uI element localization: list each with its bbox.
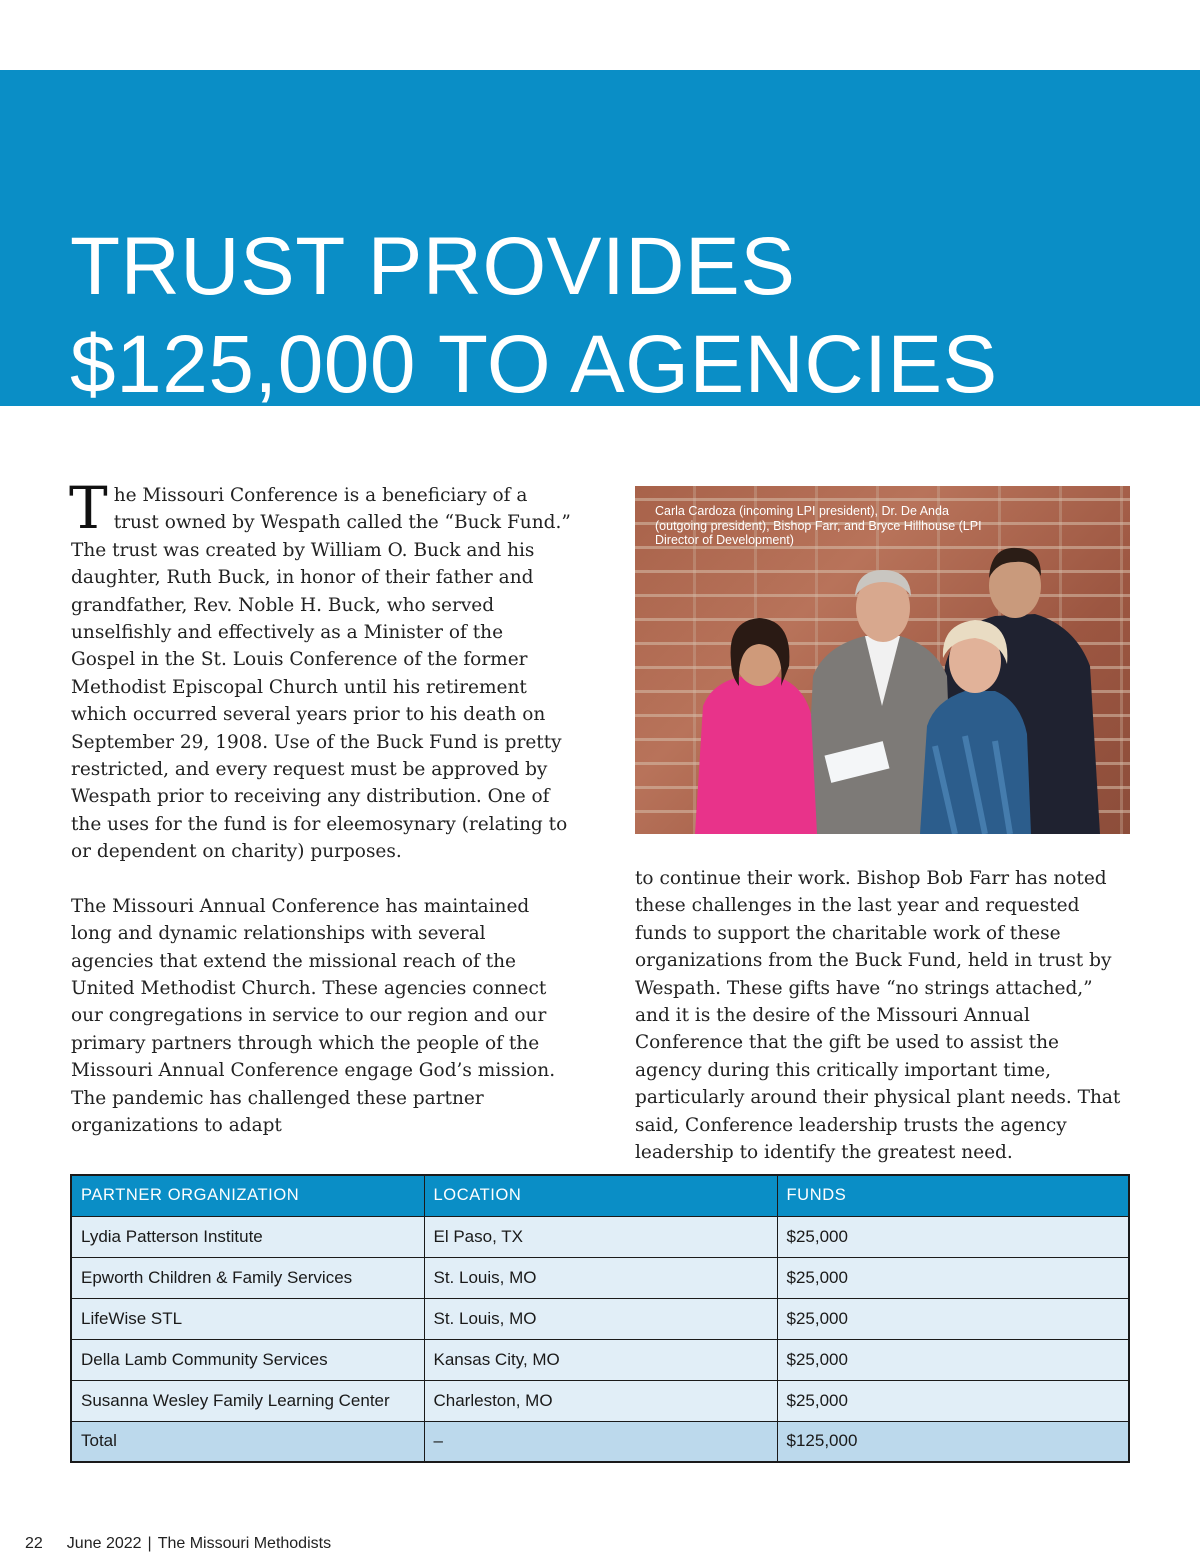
footer-separator: | [147,1535,152,1552]
publication-name: The Missouri Methodists [157,1535,332,1552]
table-row [71,1257,1129,1298]
cell-funds: $25,000 [777,1216,1129,1257]
cell-location: Kansas City, MO [424,1339,777,1380]
cell-organization: Lydia Patterson Institute [71,1216,424,1257]
title-line-1: TRUST PROVIDES [70,221,796,312]
group-photo [635,486,1130,834]
table-header-row [71,1175,1129,1216]
cell-organization: Epworth Children & Family Services [71,1257,424,1298]
page-number: 22 [25,1535,43,1552]
funds-table [70,1174,1130,1463]
cell-total-funds: $125,000 [777,1421,1129,1462]
column-header-funds: FUNDS [777,1175,1129,1216]
table-row [71,1339,1129,1380]
article-left-column [69,474,571,1166]
cell-organization: Della Lamb Community Services [71,1339,424,1380]
article-paragraph-1 [69,474,571,866]
issue-date: June 2022 [66,1535,142,1552]
cell-total-location: – [424,1421,777,1462]
drop-cap: T [69,474,108,542]
cell-organization: LifeWise STL [71,1298,424,1339]
cell-location: El Paso, TX [424,1216,777,1257]
cell-location: St. Louis, MO [424,1257,777,1298]
cell-funds: $25,000 [777,1298,1129,1339]
table-total-row [71,1421,1129,1462]
table-row [71,1298,1129,1339]
cell-funds: $25,000 [777,1257,1129,1298]
paragraph-1-text: he Missouri Conference is a beneficiary of a trust owned by Wespath called the “Buck Fund.” The trust was created by William O. Buck and his daughter, Ruth Buck, in honor of their father and grandfather, Rev. Noble H. Buck, who served unselfishly and effectively as a Minister of the Gospel in the St. Louis Conference of the former Methodist Episcopal Church until his retirement which occurred several years prior to his death on September 29, 1908. Use of the Buck Fund is pretty restricted, and every request must be approved by Wespath prior to receiving any distribution. One of the uses for the fund is for eleemosynary (relating to or dependent on charity) purposes. [71,485,571,863]
cell-funds: $25,000 [777,1339,1129,1380]
cell-location: St. Louis, MO [424,1298,777,1339]
article-paragraph-3: to continue their work. Bishop Bob Farr has noted these challenges in the last year and requested funds to support the charitable work of these organizations from the Buck Fund, held in trust by Wespath. These gifts have “no strings attached,” and it is the desire of the Missouri Annual Conference that the gift be used to assist the agency during this critically important time, particularly around their physical plant needs. That said, Conference leadership trusts the agency leadership to identify the greatest need. [635,868,1121,1164]
cell-organization: Susanna Wesley Family Learning Center [71,1380,424,1421]
cell-funds: $25,000 [777,1380,1129,1421]
page-title [70,218,998,414]
cell-location: Charleston, MO [424,1380,777,1421]
title-line-2: $125,000 TO AGENCIES [70,319,998,410]
title-banner [0,70,1200,410]
column-header-organization: PARTNER ORGANIZATION [71,1175,424,1216]
table-row [71,1380,1129,1421]
article-paragraph-2: The Missouri Annual Conference has maintained long and dynamic relationships with several agencies that extend the missional reach of the United Methodist Church. These agencies connect our congregations in service to our region and our primary partners through which the people of the Missouri Annual Conference engage God’s mission. The pandemic has challenged these partner organizations to adapt [71,895,556,1136]
photo-caption: Carla Cardoza (incoming LPI president), Dr. De Anda (outgoing president), Bishop Farr, and Bryce Hillhouse (LPI Director of Development) [655,504,982,547]
column-header-location: LOCATION [424,1175,777,1216]
cell-total-label: Total [71,1421,424,1462]
page-footer [25,1535,331,1553]
table-row [71,1216,1129,1257]
